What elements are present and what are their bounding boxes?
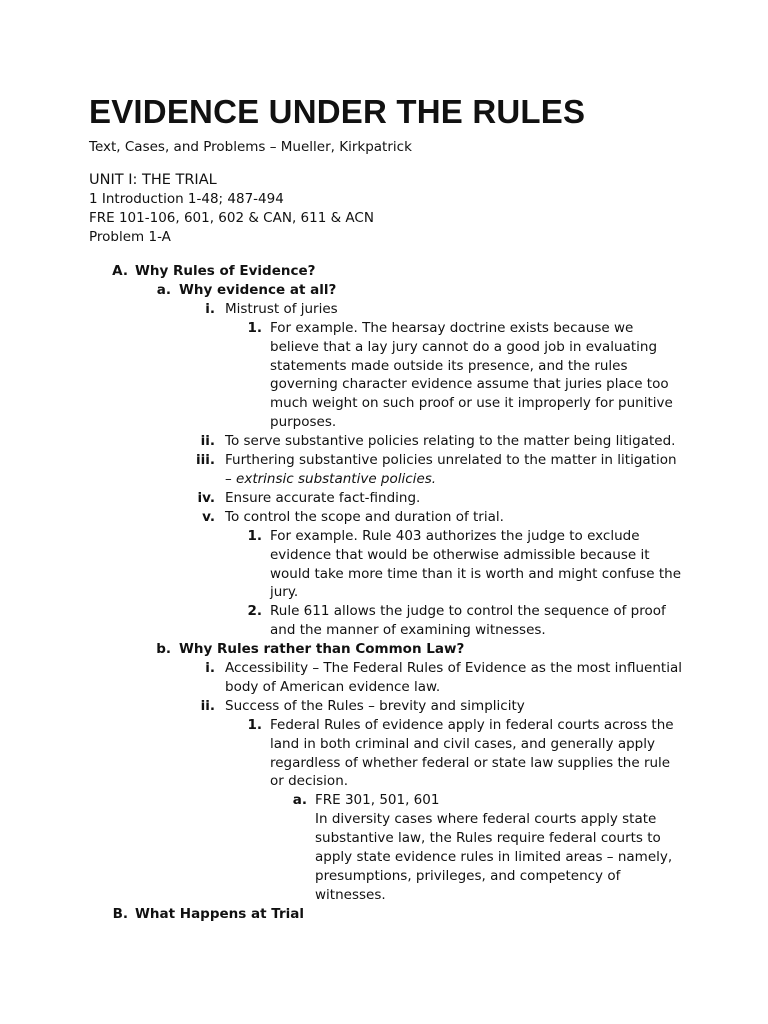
outline-marker: 1. bbox=[247, 716, 262, 733]
outline-item-A-b bbox=[0, 640, 768, 659]
outline-marker: a. bbox=[156, 281, 171, 298]
paragraph-line: For example. Rule 403 authorizes the judge to exclude bbox=[270, 527, 640, 544]
outline-text: Mistrust of juries bbox=[225, 300, 338, 317]
paragraph-line: Accessibility – The Federal Rules of Evidence as the most influential bbox=[225, 660, 682, 677]
outline-marker: iv. bbox=[197, 489, 215, 506]
outline-paragraph bbox=[270, 527, 681, 603]
paragraph-line: substantive law, the Rules require federal courts to bbox=[315, 830, 661, 847]
paragraph-line: For example. The hearsay doctrine exists because we bbox=[270, 319, 634, 336]
outline-paragraph bbox=[270, 602, 666, 640]
outline-paragraph bbox=[270, 319, 673, 432]
outline-item-A-a-ii bbox=[0, 432, 768, 451]
outline-item-A-a-v-2 bbox=[0, 602, 768, 640]
italic-term: extrinsic substantive policies. bbox=[236, 470, 437, 487]
outline-marker: i. bbox=[205, 660, 215, 677]
unit-line: 1 Introduction 1-48; 487-494 bbox=[89, 191, 284, 207]
unit-line: Problem 1-A bbox=[89, 229, 171, 245]
paragraph-line: Federal Rules of evidence apply in federal courts across the bbox=[270, 716, 674, 733]
outline-text: To serve substantive policies relating to the matter being litigated. bbox=[225, 433, 676, 450]
outline-marker: v. bbox=[202, 508, 215, 525]
paragraph-line: land in both criminal and civil cases, and generally apply bbox=[270, 735, 655, 752]
paragraph-line: jury. bbox=[270, 584, 299, 601]
outline-item-B bbox=[0, 905, 768, 924]
paragraph-line: purposes. bbox=[270, 414, 337, 431]
outline-item-A-a bbox=[0, 281, 768, 300]
unit-block bbox=[89, 171, 374, 247]
outline-marker: 1. bbox=[247, 319, 262, 336]
paragraph-line: witnesses. bbox=[315, 886, 386, 903]
outline-marker: 1. bbox=[247, 527, 262, 544]
outline bbox=[0, 262, 768, 924]
paragraph-line: would take more time than it is worth and might confuse the bbox=[270, 565, 682, 582]
document-title: EVIDENCE UNDER THE RULES bbox=[89, 93, 586, 130]
outline-marker: 2. bbox=[247, 603, 262, 620]
outline-marker: iii. bbox=[195, 452, 215, 469]
outline-item-A bbox=[0, 262, 768, 281]
outline-subheading: Why Rules rather than Common Law? bbox=[179, 641, 465, 658]
outline-item-A-b-ii-1-a bbox=[0, 791, 768, 904]
outline-heading: Why Rules of Evidence? bbox=[135, 263, 316, 279]
paragraph-line: believe that a lay jury cannot do a good job in evaluating bbox=[270, 338, 658, 355]
outline-item-A-a-i-1 bbox=[0, 319, 768, 432]
outline-text: Success of the Rules – brevity and simplicity bbox=[225, 697, 525, 714]
paragraph-line: evidence that would be otherwise admissible because it bbox=[270, 546, 650, 563]
paragraph-line: In diversity cases where federal courts apply state bbox=[315, 811, 657, 828]
outline-item-A-b-ii-1 bbox=[0, 716, 768, 792]
outline-marker: A. bbox=[112, 263, 128, 279]
outline-item-A-a-v-1 bbox=[0, 527, 768, 603]
outline-item-A-a-iii bbox=[0, 451, 768, 489]
outline-marker: i. bbox=[205, 300, 215, 317]
outline-item-A-a-iv bbox=[0, 489, 768, 508]
unit-heading: UNIT I: THE TRIAL bbox=[89, 172, 217, 188]
unit-line: FRE 101-106, 601, 602 & CAN, 611 & ACN bbox=[89, 210, 374, 226]
paragraph-line: body of American evidence law. bbox=[225, 678, 441, 695]
outline-paragraph bbox=[225, 659, 682, 697]
paragraph-line bbox=[225, 470, 677, 489]
outline-item-A-b-i bbox=[0, 659, 768, 697]
outline-item-A-b-ii bbox=[0, 697, 768, 716]
paragraph-line: statements made outside its presence, and the rules bbox=[270, 357, 628, 374]
outline-marker: b. bbox=[156, 641, 171, 658]
outline-marker: ii. bbox=[200, 697, 215, 714]
paragraph-line: Rule 611 allows the judge to control the sequence of proof bbox=[270, 603, 666, 620]
outline-subheading: Why evidence at all? bbox=[179, 281, 337, 298]
outline-paragraph bbox=[270, 716, 674, 792]
outline-text: Ensure accurate fact-finding. bbox=[225, 489, 421, 506]
outline-item-A-a-v bbox=[0, 508, 768, 527]
paragraph-line: and the manner of examining witnesses. bbox=[270, 622, 546, 639]
dash-text: – bbox=[225, 470, 237, 487]
paragraph-line: FRE 301, 501, 601 bbox=[315, 792, 440, 809]
outline-marker: ii. bbox=[200, 433, 215, 450]
paragraph-line: apply state evidence rules in limited areas – namely, bbox=[315, 849, 673, 866]
paragraph-line: presumptions, privileges, and competency of bbox=[315, 868, 621, 884]
outline-marker: B. bbox=[112, 905, 128, 922]
outline-marker: a. bbox=[292, 792, 307, 809]
outline-paragraph bbox=[315, 791, 672, 904]
outline-paragraph bbox=[225, 451, 677, 489]
paragraph-line: regardless of whether federal or state law supplies the rule bbox=[270, 754, 671, 771]
paragraph-line: Furthering substantive policies unrelated to the matter in litigation bbox=[225, 452, 677, 469]
outline-heading: What Happens at Trial bbox=[135, 905, 305, 922]
outline-item-A-a-i bbox=[0, 300, 768, 319]
paragraph-line: or decision. bbox=[270, 773, 349, 790]
paragraph-line: governing character evidence assume that juries place too bbox=[270, 376, 669, 393]
outline-text: To control the scope and duration of trial. bbox=[225, 508, 504, 525]
paragraph-line: much weight on such proof or use it improperly for punitive bbox=[270, 395, 673, 412]
document-subtitle: Text, Cases, and Problems – Mueller, Kirkpatrick bbox=[89, 139, 412, 155]
